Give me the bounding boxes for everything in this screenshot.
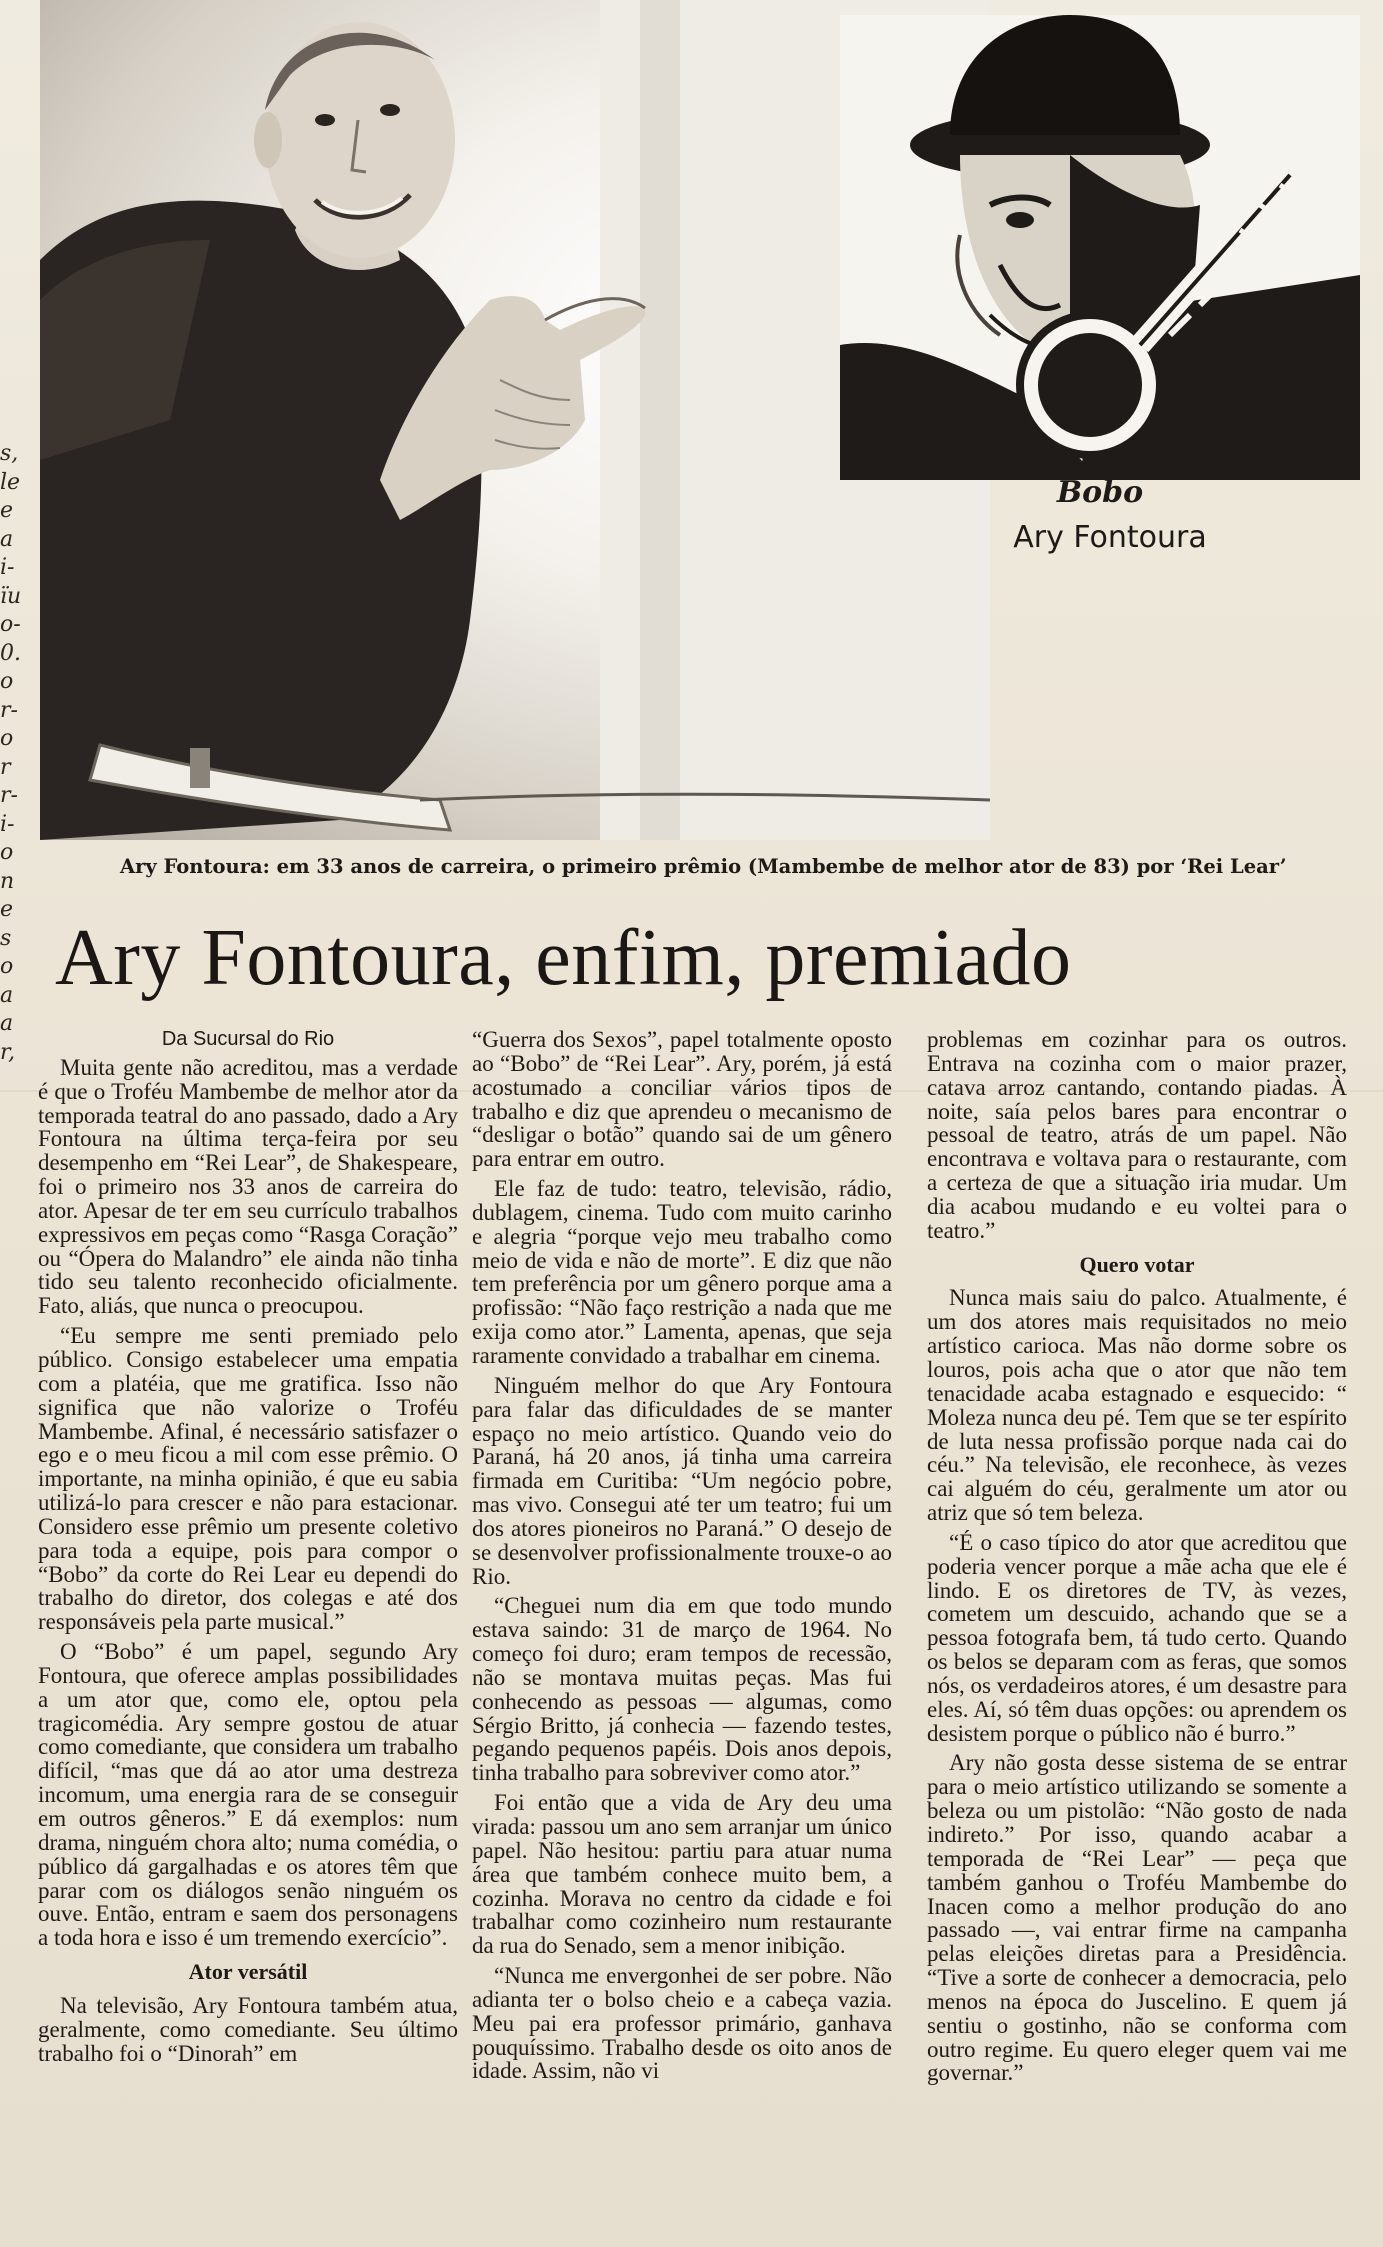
paragraph: problemas em cozinhar para os outros. Entrava na cozinha com o maior prazer, catava arroz cantando, contando piadas. À noite, saía pelos bares para encontrar o pessoal de teatro, atrás de um papel. Não encontrava e voltava para o restaurante, com a certeza de que a situação iria mudar. Um dia acabou mudando e eu voltei para o teatro.”: [927, 1027, 1347, 1243]
paragraph: Foi então que a vida de Ary deu uma virada: passou um ano sem arranjar um único papel. Não hesitou: partiu para atuar numa área que também conhece muito bem, a cozinha. Morava no centro da cidade e foi trabalhar como cozinheiro num restaurante da rua do Senado, sem a menor inibição.: [472, 1790, 892, 1959]
paragraph: “Cheguei num dia em que todo mundo estava saindo: 31 de março de 1964. No começo foi duro; eram tempos de recessão, não se montava muitas peças. Mas fui conhecendo as pessoas — algumas, como Sérgio Britto, já conhecia — fazendo testes, pegando pequenos papéis. Dois anos depois, tinha trabalho para sobreviver como ator.”: [472, 1593, 892, 1786]
paragraph: Na televisão, Ary Fontoura também atua, geralmente, como comediante. Seu último trabalho foi o “Dinorah” em: [38, 1992, 458, 2066]
column-fragment: le: [0, 469, 21, 495]
paragraph: “Guerra dos Sexos”, papel totalmente oposto ao “Bobo” de “Rei Lear”. Ary, porém, já está acostumado a conciliar vários tipos de trabalho e diz que aprendeu o mecanismo de “desligar o botão” quando sai de um gênero para entrar em outro.: [472, 1027, 892, 1172]
column-fragment: ïu: [0, 583, 22, 609]
paragraph: “Nunca me envergonhei de ser pobre. Não adianta ter o bolso cheio e a cabeça vazia. Meu pai era professor primário, ganhava pouquíssimo. Trabalho desde os oito anos de idade. Assim, não vi: [472, 1963, 892, 2084]
subheading: Ator versátil: [188, 1959, 308, 1985]
column-fragment: s: [0, 925, 12, 951]
column-fragment: o: [0, 954, 14, 979]
headline: Ary Fontoura, enfim, premiado: [55, 914, 1072, 1002]
bobo-illustration: [840, 15, 1360, 480]
column-fragment: o-: [0, 612, 21, 637]
column-fragment: s,: [0, 441, 19, 466]
paragraph: Ele faz de tudo: teatro, televisão, rádio, dublagem, cinema. Tudo com muito carinho e alegria “porque vejo meu trabalho como meio de vida e não de morte”. E diz que não tem preferência por um gênero porque ama a profissão: “Não faço restrição a nada que me exija como ator.” Lamenta, apenas, que seja raramente convidado a trabalhar em cinema.: [472, 1176, 892, 1368]
column-fragment: o: [0, 840, 14, 865]
column-fragment: r-: [0, 697, 18, 723]
article-column-1: [38, 1028, 458, 2071]
column-fragment: o: [0, 726, 14, 751]
column-fragment: a: [0, 1011, 14, 1036]
bobo-with-instrument-icon: [840, 15, 1360, 480]
previous-column-fragment: [0, 440, 26, 1120]
paragraph: “É o caso típico do ator que acreditou que poderia vencer porque a mãe acha que ele é lindo. E os diretores de TV, às vezes, cometem um descuido, achando que se a pessoa fotografa bem, tá tudo certo. Quando os belos se deparam com as feras, que somos nós, os verdadeiros atores, é um desastre para eles. Aí, só têm duas opções: ou aprendem os desistem porque o público não é burro.”: [927, 1529, 1347, 1746]
byline: Da Sucursal do Rio: [161, 1028, 335, 1050]
paragraph: Ary não gosta desse sistema de se entrar para o meio artístico utilizando se somente a beleza ou um pistolão: “Não gosto de nada indireto.” Por isso, quando acabar a temporada de “Rei Lear” — peça que também ganhou o Troféu Mambembe do Inacen como a melhor produção do ano passado —, vai entrar firme na campanha pelas eleições diretas para a Presidência. “Tive a sorte de conhecer a democracia, pelo menos na época do Juscelino. E quem já sentiu o gostinho, não se conforma com outro regime. Eu quero eleger quem vai me governar.”: [927, 1750, 1347, 2086]
column-fragment: r,: [0, 1039, 16, 1065]
column-fragment: i-: [0, 811, 15, 837]
article-column-3: [927, 1028, 1347, 2091]
column-fragment: n: [0, 868, 15, 894]
column-fragment: o: [0, 669, 14, 694]
column-fragment: 0.: [0, 640, 21, 666]
paragraph: Nunca mais saiu do palco. Atualmente, é um dos atores mais requisitados no meio artístico carioca. Mas não dorme sobre os louros, pois acha que o ator que não tem tenacidade acaba estagnado e esquecido: “ Moleza nunca deu pé. Tem que se ter espírito de luta nessa profissão porque nada cai do céu.” Na televisão, ele reconhece, às vezes cai alguém do céu, geralmente um ator ou atriz que só tem beleza.: [927, 1285, 1347, 1526]
paragraph: “Eu sempre me senti premiado pelo público. Consigo estabelecer uma empatia com a platéia, que me gratifica. Isso não significa que não valorize o Troféu Mambembe. Afinal, é necessário satisfazer o ego e o meu ficou a mil com esse prêmio. O importante, na minha opinião, é que eu sabia utilizá-lo para crescer e não para estacionar. Considero esse prêmio um presente coletivo para toda a equipe, pois para compor o “Bobo” da corte do Rei Lear eu dependi do trabalho do diretor, dos colegas e até dos responsáveis pela parte musical.”: [38, 1323, 458, 1635]
subheading: Quero votar: [1079, 1251, 1195, 1277]
column-fragment: i-: [0, 555, 15, 580]
photo-caption: Ary Fontoura: em 33 anos de carreira, o primeiro prêmio (Mambembe de melhor ator de 83) por ‘Rei Lear’: [120, 855, 1287, 878]
column-fragment: r: [0, 754, 11, 780]
article-column-2: [472, 1028, 892, 2089]
paragraph: Muita gente não acreditou, mas a verdade é que o Troféu Mambembe de melhor ator da temporada teatral do ano passado, dado a Ary Fontoura na última terça-feira por seu desempenho em “Rei Lear”, de Shakespeare, foi o primeiro nos 33 anos de carreira do ator. Apesar de ter em seu currículo trabalhos expressivos em peças como “Rasga Coração” ou “Ópera do Malandro” ele ainda não tinha tido seu talento reconhecido oficialmente. Fato, aliás, que nunca o preocupou.: [38, 1054, 458, 1319]
paper-fold-line: [0, 1090, 1383, 1092]
column-fragment: e: [0, 897, 14, 922]
column-fragment: a: [0, 526, 14, 552]
column-fragment: r-: [0, 783, 18, 808]
paragraph: O “Bobo” é um papel, segundo Ary Fontoura, que oferece amplas possibilidades a um ator que, como ele, optou pela tragicomédia. Ary sempre gostou de atuar como comediante, que considera um trabalho difícil, “mas que dá ao ator uma destreza incomum, uma energia rara de se conseguir em outros gêneros.” E dá exemplos: num drama, ninguém chora alto; numa comédia, o público dá gargalhadas e os atores têm que parar com os diálogos senão ninguém os ouve. Então, entram e saem dos personagens a toda hora e isso é um tremendo exercício”.: [38, 1639, 458, 1951]
paragraph: Ninguém melhor do que Ary Fontoura para falar das dificuldades de se manter espaço no meio artístico. Quando veio do Paraná, há 20 anos, já tinha uma carreira firmada em Curitiba: “Um negócio pobre, mas vivo. Consegui até ter um teatro; fui um dos atores pioneiros no Paraná.” O desejo de se desenvolver profissionalmente trouxe-o ao Rio.: [472, 1372, 892, 1589]
column-fragment: a: [0, 982, 14, 1008]
bobo-caption-name: Ary Fontoura: [1013, 520, 1207, 555]
bobo-caption-title: Bobo: [1056, 475, 1144, 510]
column-fragment: e: [0, 498, 14, 523]
